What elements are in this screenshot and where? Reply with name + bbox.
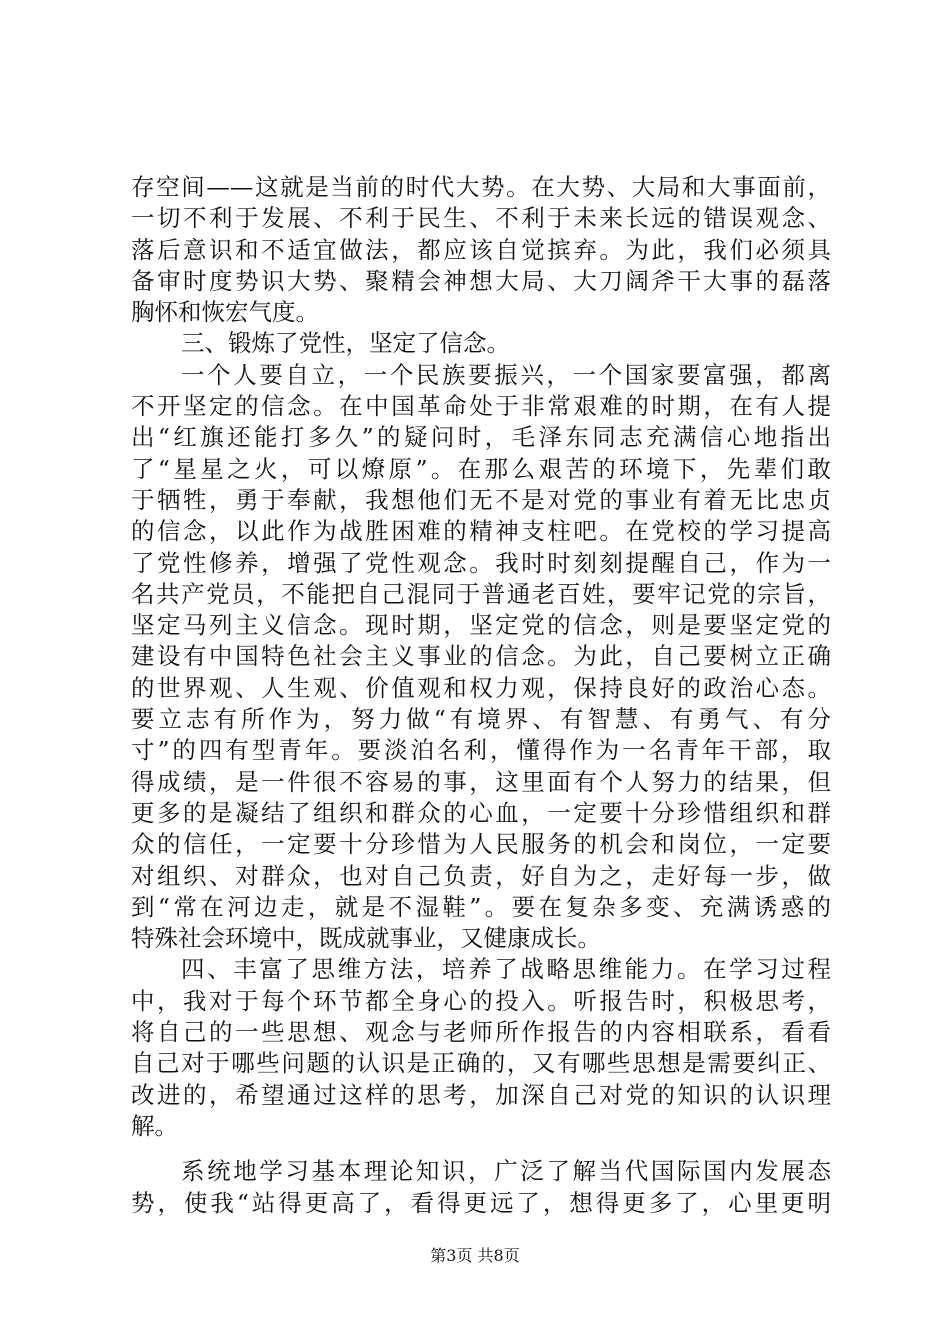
- text-line: 到“常在河边走，就是不湿鞋”。要在复杂多变、充满诱惑的: [131, 892, 831, 921]
- text-line: 于牺牲，勇于奉献，我想他们无不是对党的事业有着无比忠贞: [131, 485, 831, 514]
- text-line: 中，我对于每个环节都全身心的投入。听报告时，积极思考，: [131, 986, 831, 1015]
- text-line: 的信念，以此作为战胜困难的精神支柱吧。在党校的学习提高: [131, 517, 831, 546]
- text-line: 建设有中国特色社会主义事业的信念。为此，自己要树立正确: [131, 642, 831, 671]
- text-line: 胸怀和恢宏气度。: [131, 298, 319, 327]
- text-line: 寸”的四有型青年。要淡泊名利，懂得作为一名青年干部，取: [131, 736, 831, 765]
- text-line: 坚定马列主义信念。现时期，坚定党的信念，则是要坚定党的: [131, 611, 831, 640]
- text-line: 了党性修养，增强了党性观念。我时时刻刻提醒自己，作为一: [131, 548, 831, 577]
- text-line: 一个人要自立，一个民族要振兴，一个国家要富强，都离: [181, 360, 831, 389]
- text-line: 自己对于哪些问题的认识是正确的，又有哪些思想是需要纠正、: [131, 1049, 831, 1078]
- document-body: [131, 172, 831, 1219]
- text-line: 备审时度势识大势、聚精会神想大局、大刀阔斧干大事的磊落: [131, 266, 831, 295]
- text-line: 改进的，希望通过这样的思考，加深自己对党的知识的认识理: [131, 1080, 831, 1109]
- text-line: 对组织、对群众，也对自己负责，好自为之，走好每一步，做: [131, 861, 831, 890]
- page-footer: 第3页 共8页: [430, 1246, 520, 1265]
- text-line: 势，使我“站得更高了，看得更远了，想得更多了，心里更明: [131, 1188, 831, 1217]
- text-line: 四、丰富了思维方法，培养了战略思维能力。在学习过程: [181, 955, 831, 984]
- text-line: 名共产党员，不能把自己混同于普通老百姓，要牢记党的宗旨，: [131, 579, 831, 608]
- text-line: 特殊社会环境中，既成就事业，又健康成长。: [131, 924, 601, 953]
- text-line: 要立志有所作为，努力做“有境界、有智慧、有勇气、有分: [131, 705, 831, 734]
- text-line: 出“红旗还能打多久”的疑问时，毛泽东同志充满信心地指出: [131, 423, 831, 452]
- text-line: 一切不利于发展、不利于民生、不利于未来长远的错误观念、: [131, 204, 831, 233]
- text-line: 不开坚定的信念。在中国革命处于非常艰难的时期，在有人提: [131, 392, 831, 421]
- text-line: 将自己的一些思想、观念与老师所作报告的内容相联系，看看: [131, 1018, 831, 1047]
- text-line: 众的信任，一定要十分珍惜为人民服务的机会和岗位，一定要: [131, 830, 831, 859]
- text-line: 三、锻炼了党性，坚定了信念。: [181, 329, 510, 358]
- text-line: 存空间——这就是当前的时代大势。在大势、大局和大事面前，: [131, 173, 831, 201]
- text-line: 了“星星之火，可以燎原”。在那么艰苦的环境下，先辈们敢: [131, 454, 831, 483]
- text-line: 落后意识和不适宜做法，都应该自觉摈弃。为此，我们必须具: [131, 235, 831, 264]
- text-line: 更多的是凝结了组织和群众的心血，一定要十分珍惜组织和群: [131, 798, 831, 827]
- text-line: 系统地学习基本理论知识，广泛了解当代国际国内发展态: [181, 1157, 831, 1186]
- text-line: 得成绩，是一件很不容易的事，这里面有个人努力的结果，但: [131, 767, 831, 796]
- text-line: 解。: [131, 1111, 178, 1140]
- text-line: 的世界观、人生观、价值观和权力观，保持良好的政治心态。: [131, 673, 831, 702]
